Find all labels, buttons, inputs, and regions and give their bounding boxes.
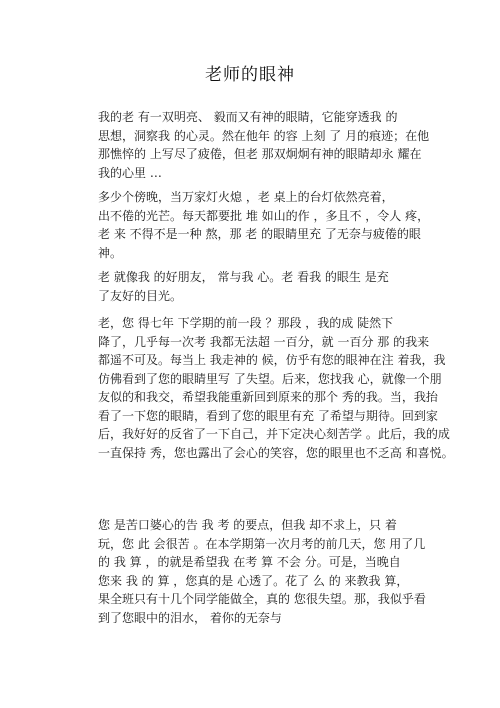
paragraph-line: 果全班只有十几个同学能做全，真的 您很失望。那，我似乎看 xyxy=(98,592,426,606)
paragraph-1 xyxy=(98,108,430,182)
paragraph-line: 神。 xyxy=(98,245,123,260)
paragraph-line: 的 我 算 ，的就是希望我 在考 算 不会 分。可是，当晚自 xyxy=(98,555,401,569)
paragraph-line: 老 就像我 的好朋友， 常与我 心。老 看我 的眼生 是充 xyxy=(98,270,389,284)
paragraph-line: 了友好的目光。 xyxy=(98,288,183,303)
paragraph-line: 我的老 有一双明亮、 毅而又有神的眼睛，它能穿透我 的 xyxy=(98,110,398,124)
paragraph-line: 看了一下您的眼睛，看到了您的眼里有充 了希望与期待。回到家 xyxy=(98,408,438,423)
paragraph-line: 那憔悴的 上写尽了疲倦，但老 那双炯炯有神的眼睛却永 耀在 xyxy=(98,147,422,161)
paragraph-line: 到了您眼中的泪水， 着你的无奈与 xyxy=(98,610,282,625)
paragraph-line: 老，您 得七年 下学期的前一段 ？那段 ，我的成 陡然下 xyxy=(98,316,394,330)
paragraph-line: 后，我好好的反省了一下自己，并下定决心刻苦学 。此后，我的成 xyxy=(98,427,450,441)
document-title: 老师的眼神 xyxy=(205,65,295,85)
paragraph-line: 友似的和我交，希望我能重新回到原来的那个 秀的我。当，我抬 xyxy=(98,390,438,404)
paragraph-line: 多少个傍晚，当万家灯火熄 ，老 桌上的台灯依然亮着， xyxy=(98,190,394,204)
paragraph-line: 您 是苦口婆心的告 我 考 的要点，但我 却不求上，只 着 xyxy=(98,518,397,532)
paragraph-line: 都遥不可及。每当上 我走神的 候，仿乎有您的眼神在注 着我，我 xyxy=(98,353,446,367)
paragraph-line: 玩，您 此 会很苦 。在本学期第一次月考的前几天，您 用了几 xyxy=(98,536,426,551)
paragraph-line: 一直保持 秀，您也露出了会心的笑容，您的眼里也不乏高 和喜悦。 xyxy=(98,445,454,460)
paragraph-line: 降了，几乎每一次考 我都无法超 一百分，就 一百分 那 的我来 xyxy=(98,334,430,349)
paragraph-line: 老 来 不得不是一种 熬，那 老 的眼睛里充 了无奈与疲倦的眼 xyxy=(98,227,421,241)
paragraph-line: 思想，洞察我 的心灵。然在他年 的容 上刻 了 月的痕迹；在他 xyxy=(98,128,430,143)
paragraph-line: 您来 我 的 算 ，您真的是 心透了。花了 么 的 来教我 算， xyxy=(98,573,409,588)
paragraph-2 xyxy=(98,188,430,262)
paragraph-line: 仿佛看到了您的眼睛里写 了失望。后来，您找我 心，就像一个朋 xyxy=(98,371,442,386)
paragraph-line: 我的心里 … xyxy=(98,165,162,180)
paragraph-3 xyxy=(98,268,418,305)
paragraph-5 xyxy=(98,516,426,627)
paragraph-4 xyxy=(98,314,454,462)
paragraph-line: 出不倦的光芒。每天都要批 堆 如山的作 ，多且不 ，令人 疼， xyxy=(98,208,430,223)
